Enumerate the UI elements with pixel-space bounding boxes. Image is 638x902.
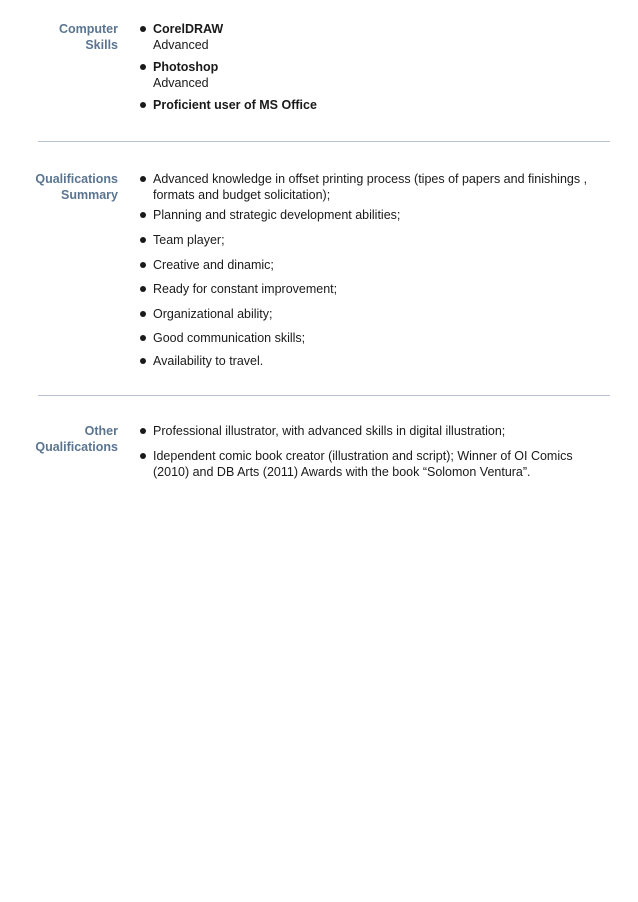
computer-skills-heading-line2: Skills (85, 38, 118, 52)
other-qualifications-heading-line1: Other (84, 424, 118, 438)
list-item-text: Team player; (153, 233, 225, 247)
list-item (140, 306, 610, 322)
list-item (140, 353, 610, 369)
skill-level: Advanced (153, 38, 209, 52)
bullet-icon (140, 26, 146, 32)
computer-skills-heading-line1: Computer (58, 22, 118, 36)
skill-item-coreldraw (140, 21, 610, 53)
bullet-icon (140, 311, 146, 317)
list-item-text: Advanced knowledge in offset printing process (tipes of papers and finishings , formats and budget solicitation); (153, 172, 588, 202)
list-item-text: Ready for constant improvement; (153, 282, 338, 296)
bullet-icon (140, 176, 146, 182)
list-item (140, 257, 610, 273)
computer-skills-heading (30, 21, 118, 53)
bullet-icon (140, 358, 146, 364)
bullet-icon (140, 335, 146, 341)
other-qualifications-list (140, 423, 610, 480)
bullet-icon (140, 262, 146, 268)
list-item-text: Creative and dinamic; (153, 258, 274, 272)
qualifications-summary-heading-line2: Summary (61, 188, 118, 202)
bullet-icon (140, 428, 146, 434)
qualifications-summary-heading (30, 171, 118, 203)
bullet-icon (140, 286, 146, 292)
qualifications-summary-heading-line1: Qualifications (35, 172, 118, 186)
section-divider (38, 141, 610, 142)
bullet-icon (140, 237, 146, 243)
skill-item-photoshop (140, 59, 610, 91)
section-divider (38, 395, 610, 396)
skill-level: Advanced (153, 76, 209, 90)
list-item (140, 423, 610, 439)
qualifications-summary-list (140, 171, 610, 369)
bullet-icon (140, 453, 146, 459)
list-item (140, 207, 610, 223)
computer-skills-list (140, 21, 610, 113)
bullet-icon (140, 102, 146, 108)
skill-name: Photoshop (153, 60, 219, 74)
skill-name: CorelDRAW (153, 22, 224, 36)
list-item-text: Organizational ability; (153, 307, 273, 321)
list-item (140, 330, 610, 346)
list-item-text: Availability to travel. (153, 354, 264, 368)
list-item (140, 171, 610, 203)
list-item (140, 232, 610, 248)
bullet-icon (140, 64, 146, 70)
other-qualifications-heading (30, 423, 118, 455)
list-item-text: Good communication skills; (153, 331, 306, 345)
bullet-icon (140, 212, 146, 218)
other-qualifications-heading-line2: Qualifications (35, 440, 118, 454)
list-item-text: Idependent comic book creator (illustration and script); Winner of OI Comics (2010) and DB Arts (2011) Awards with the book “Solomon Ventura”. (153, 449, 573, 479)
list-item-text: Professional illustrator, with advanced skills in digital illustration; (153, 424, 506, 438)
skill-item-ms-office (140, 97, 610, 113)
list-item (140, 448, 610, 480)
skill-name: Proficient user of MS Office (153, 98, 317, 112)
list-item-text: Planning and strategic development abilities; (153, 208, 401, 222)
list-item (140, 281, 610, 297)
